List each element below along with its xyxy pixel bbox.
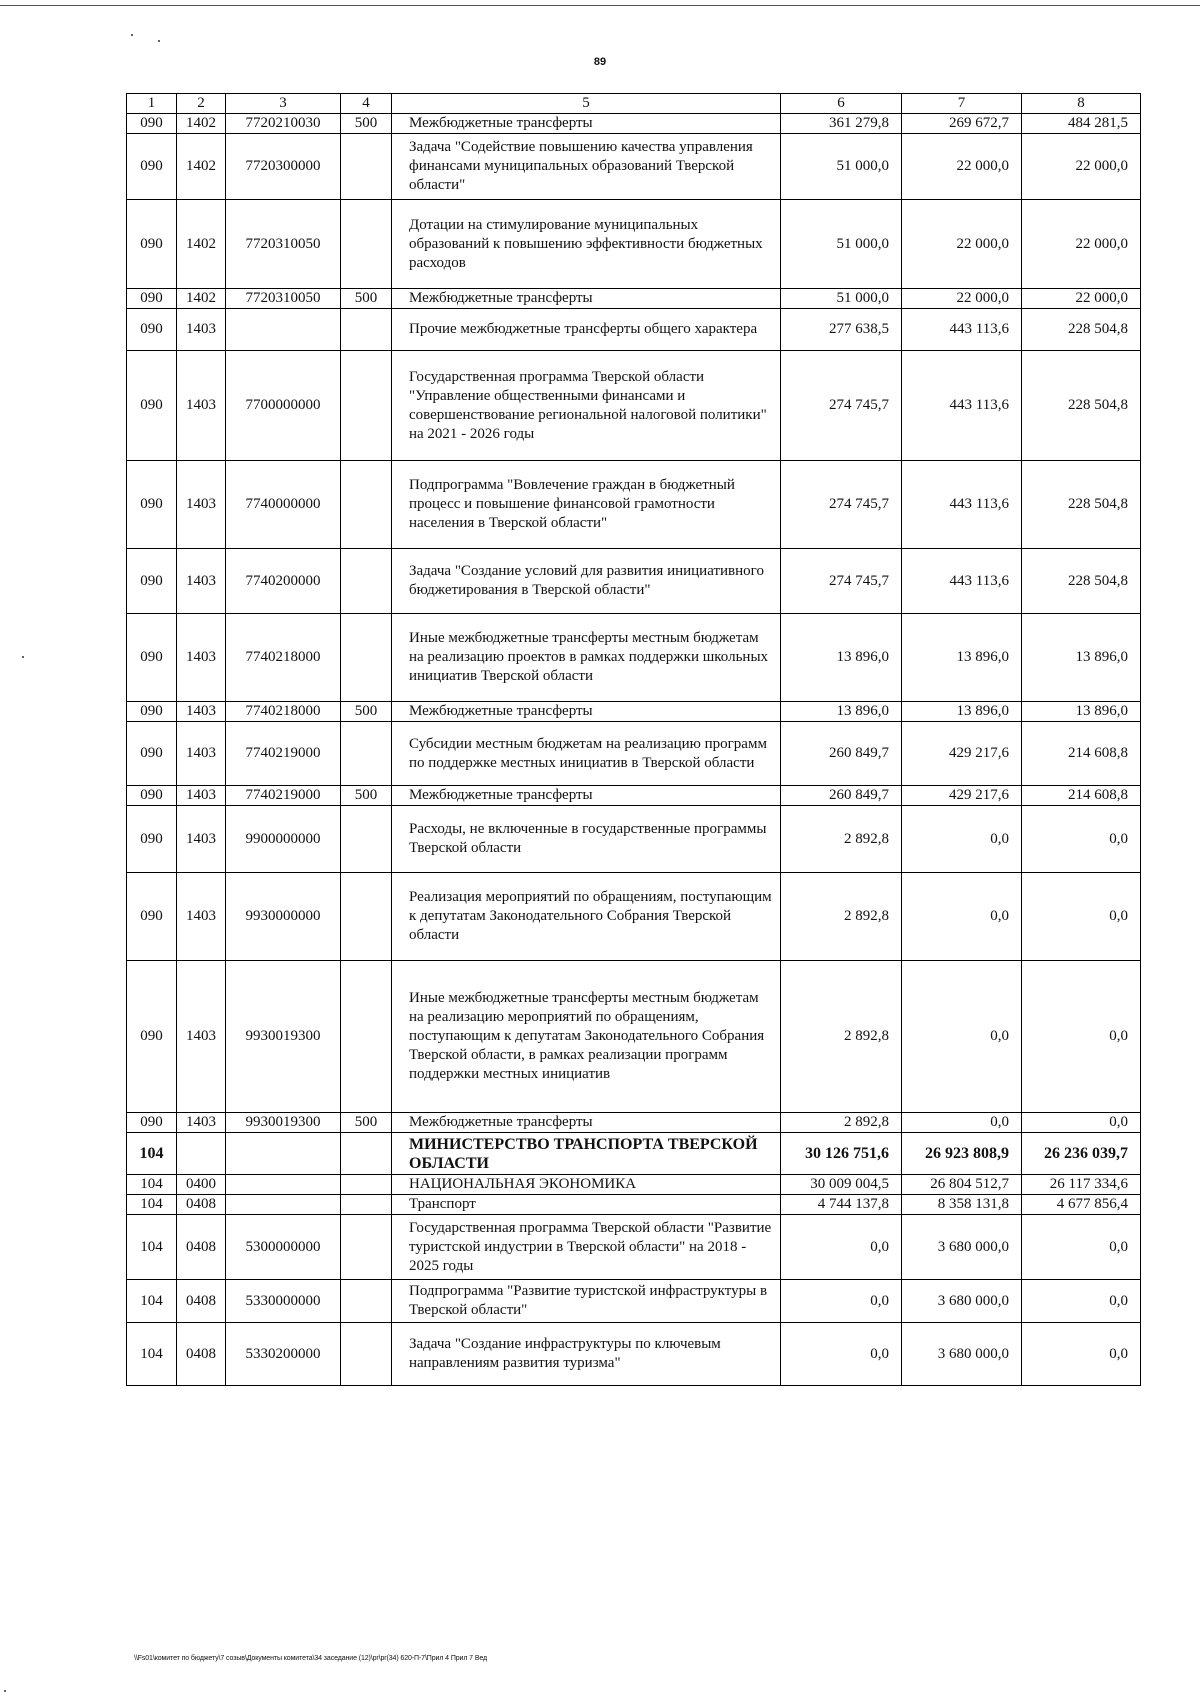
cell-amount-year2: 26 923 808,9: [902, 1133, 1022, 1175]
cell-expense-type: [341, 873, 392, 961]
table-row: [127, 1175, 1141, 1195]
cell-amount-year3: 0,0: [1022, 1280, 1141, 1323]
cell-name: Подпрограмма "Вовлечение граждан в бюджетный процесс и повышение финансовой грамотности населения в Тверской области": [392, 461, 781, 549]
cell-target-article: 7720210030: [226, 114, 341, 134]
cell-expense-type: [341, 461, 392, 549]
cell-amount-year2: 429 217,6: [902, 722, 1022, 786]
cell-amount-year3: 13 896,0: [1022, 614, 1141, 702]
cell-expense-type: [341, 806, 392, 873]
cell-amount-year3: 22 000,0: [1022, 134, 1141, 200]
cell-target-article: 9930019300: [226, 1113, 341, 1133]
cell-expense-type: [341, 1133, 392, 1175]
cell-amount-year3: 0,0: [1022, 1323, 1141, 1386]
cell-name: Реализация мероприятий по обращениям, поступающим к депутатам Законодательного Собрания Тверской области: [392, 873, 781, 961]
table-row: [127, 114, 1141, 134]
cell-target-article: 9900000000: [226, 806, 341, 873]
cell-name: Прочие межбюджетные трансферты общего характера: [392, 309, 781, 351]
column-header: 1: [127, 94, 177, 114]
column-header: 6: [781, 94, 902, 114]
cell-amount-year3: 13 896,0: [1022, 702, 1141, 722]
cell-target-article: 7740200000: [226, 549, 341, 614]
cell-amount-year2: 3 680 000,0: [902, 1323, 1022, 1386]
cell-name: Межбюджетные трансферты: [392, 114, 781, 134]
cell-target-article: 7740219000: [226, 786, 341, 806]
table-row: [127, 309, 1141, 351]
cell-name: Иные межбюджетные трансферты местным бюджетам на реализацию мероприятий по обращениям, поступающим к депутатам Законодательного Собрания Тверской области, в рамках реализации программ поддержки местных инициатив: [392, 961, 781, 1113]
cell-section-code: 1403: [177, 786, 226, 806]
table-header-row: [127, 94, 1141, 114]
cell-target-article: 7740218000: [226, 702, 341, 722]
cell-amount-year3: 228 504,8: [1022, 549, 1141, 614]
cell-section-code: 0408: [177, 1215, 226, 1280]
cell-admin-code: 090: [127, 134, 177, 200]
cell-expense-type: [341, 1215, 392, 1280]
cell-name: Задача "Содействие повышению качества управления финансами муниципальных образований Тверской области": [392, 134, 781, 200]
cell-amount-year1: 274 745,7: [781, 351, 902, 461]
cell-amount-year1: 13 896,0: [781, 702, 902, 722]
cell-expense-type: 500: [341, 786, 392, 806]
cell-section-code: 1403: [177, 309, 226, 351]
cell-name: Межбюджетные трансферты: [392, 786, 781, 806]
cell-amount-year3: 26 236 039,7: [1022, 1133, 1141, 1175]
cell-section-code: 1402: [177, 289, 226, 309]
cell-expense-type: [341, 1175, 392, 1195]
cell-target-article: 7700000000: [226, 351, 341, 461]
table-row: [127, 702, 1141, 722]
cell-target-article: 5300000000: [226, 1215, 341, 1280]
cell-admin-code: 104: [127, 1195, 177, 1215]
cell-name: НАЦИОНАЛЬНАЯ ЭКОНОМИКА: [392, 1175, 781, 1195]
cell-target-article: 7720300000: [226, 134, 341, 200]
cell-name: Государственная программа Тверской области "Управление общественными финансами и совершенствование региональной налоговой политики" на 2021 - 2026 годы: [392, 351, 781, 461]
cell-admin-code: 104: [127, 1215, 177, 1280]
cell-admin-code: 090: [127, 114, 177, 134]
table-row: [127, 806, 1141, 873]
cell-amount-year3: 0,0: [1022, 1113, 1141, 1133]
cell-amount-year1: 51 000,0: [781, 289, 902, 309]
cell-amount-year2: 0,0: [902, 873, 1022, 961]
cell-section-code: 1403: [177, 614, 226, 702]
cell-name: Государственная программа Тверской области "Развитие туристской индустрии в Тверской области" на 2018 - 2025 годы: [392, 1215, 781, 1280]
cell-target-article: 5330000000: [226, 1280, 341, 1323]
cell-amount-year2: 443 113,6: [902, 549, 1022, 614]
cell-amount-year2: 8 358 131,8: [902, 1195, 1022, 1215]
column-header: 8: [1022, 94, 1141, 114]
table-row: [127, 289, 1141, 309]
cell-admin-code: 104: [127, 1323, 177, 1386]
cell-name: Расходы, не включенные в государственные программы Тверской области: [392, 806, 781, 873]
column-header: 2: [177, 94, 226, 114]
cell-amount-year1: 0,0: [781, 1280, 902, 1323]
cell-amount-year1: 2 892,8: [781, 873, 902, 961]
cell-amount-year2: 22 000,0: [902, 200, 1022, 289]
cell-admin-code: 090: [127, 614, 177, 702]
cell-name: Иные межбюджетные трансферты местным бюджетам на реализацию проектов в рамках поддержки школьных инициатив Тверской области: [392, 614, 781, 702]
cell-expense-type: [341, 722, 392, 786]
table-row: [127, 1280, 1141, 1323]
column-header: 4: [341, 94, 392, 114]
cell-amount-year1: 2 892,8: [781, 961, 902, 1113]
cell-amount-year2: 22 000,0: [902, 134, 1022, 200]
cell-amount-year2: 3 680 000,0: [902, 1215, 1022, 1280]
cell-target-article: 7740219000: [226, 722, 341, 786]
cell-section-code: 1402: [177, 200, 226, 289]
cell-expense-type: [341, 961, 392, 1113]
cell-amount-year1: 13 896,0: [781, 614, 902, 702]
cell-section-code: 1403: [177, 961, 226, 1113]
cell-section-code: 0400: [177, 1175, 226, 1195]
cell-expense-type: 500: [341, 1113, 392, 1133]
cell-amount-year1: 51 000,0: [781, 200, 902, 289]
cell-name: Межбюджетные трансферты: [392, 1113, 781, 1133]
cell-name: Подпрограмма "Развитие туристской инфраструктуры в Тверской области": [392, 1280, 781, 1323]
cell-amount-year3: 214 608,8: [1022, 722, 1141, 786]
cell-target-article: [226, 309, 341, 351]
cell-amount-year2: 26 804 512,7: [902, 1175, 1022, 1195]
cell-admin-code: 090: [127, 722, 177, 786]
cell-section-code: 1402: [177, 114, 226, 134]
cell-admin-code: 090: [127, 702, 177, 722]
cell-expense-type: [341, 1195, 392, 1215]
cell-amount-year1: 0,0: [781, 1323, 902, 1386]
cell-expense-type: [341, 351, 392, 461]
cell-section-code: 1403: [177, 702, 226, 722]
table-row: [127, 786, 1141, 806]
cell-amount-year3: 214 608,8: [1022, 786, 1141, 806]
cell-section-code: 1403: [177, 722, 226, 786]
cell-amount-year1: 260 849,7: [781, 786, 902, 806]
cell-admin-code: 090: [127, 309, 177, 351]
cell-name: Задача "Создание условий для развития инициативного бюджетирования в Тверской области": [392, 549, 781, 614]
cell-amount-year1: 274 745,7: [781, 461, 902, 549]
cell-admin-code: 090: [127, 200, 177, 289]
cell-amount-year2: 0,0: [902, 1113, 1022, 1133]
cell-amount-year3: 228 504,8: [1022, 351, 1141, 461]
cell-amount-year2: 0,0: [902, 806, 1022, 873]
cell-target-article: 7740000000: [226, 461, 341, 549]
cell-target-article: 9930019300: [226, 961, 341, 1113]
cell-admin-code: 090: [127, 461, 177, 549]
cell-section-code: 1403: [177, 806, 226, 873]
cell-admin-code: 090: [127, 289, 177, 309]
table-row: [127, 134, 1141, 200]
cell-target-article: [226, 1175, 341, 1195]
cell-admin-code: 104: [127, 1280, 177, 1323]
cell-amount-year2: 3 680 000,0: [902, 1280, 1022, 1323]
cell-amount-year2: 22 000,0: [902, 289, 1022, 309]
cell-amount-year1: 30 126 751,6: [781, 1133, 902, 1175]
cell-amount-year2: 443 113,6: [902, 309, 1022, 351]
page-number: 89: [593, 56, 607, 68]
cell-target-article: 7740218000: [226, 614, 341, 702]
cell-amount-year3: 22 000,0: [1022, 200, 1141, 289]
cell-expense-type: 500: [341, 702, 392, 722]
table-row: [127, 200, 1141, 289]
cell-name: Дотации на стимулирование муниципальных образований к повышению эффективности бюджетных расходов: [392, 200, 781, 289]
cell-amount-year1: 260 849,7: [781, 722, 902, 786]
cell-amount-year2: 0,0: [902, 961, 1022, 1113]
cell-name: МИНИСТЕРСТВО ТРАНСПОРТА ТВЕРСКОЙ ОБЛАСТИ: [392, 1133, 781, 1175]
cell-section-code: 1402: [177, 134, 226, 200]
cell-target-article: 9930000000: [226, 873, 341, 961]
column-header: 7: [902, 94, 1022, 114]
table-row: [127, 1323, 1141, 1386]
table-row: [127, 1133, 1141, 1175]
cell-name: Межбюджетные трансферты: [392, 289, 781, 309]
cell-expense-type: [341, 200, 392, 289]
cell-amount-year1: 361 279,8: [781, 114, 902, 134]
cell-admin-code: 104: [127, 1175, 177, 1195]
cell-admin-code: 090: [127, 549, 177, 614]
cell-amount-year3: 0,0: [1022, 1215, 1141, 1280]
cell-section-code: 1403: [177, 1113, 226, 1133]
table-row: [127, 722, 1141, 786]
cell-expense-type: 500: [341, 114, 392, 134]
table-row: [127, 1195, 1141, 1215]
cell-amount-year3: 4 677 856,4: [1022, 1195, 1141, 1215]
cell-section-code: 0408: [177, 1280, 226, 1323]
cell-admin-code: 090: [127, 786, 177, 806]
cell-amount-year1: 4 744 137,8: [781, 1195, 902, 1215]
cell-amount-year2: 13 896,0: [902, 702, 1022, 722]
cell-amount-year3: 0,0: [1022, 873, 1141, 961]
column-header: 5: [392, 94, 781, 114]
footer-file-path: \\Fs01\комитет по бюджету\7 созыв\Документы комитета\34 заседание (12)\pr\pr(34) 620-П-7\Прил 4 Прил 7 Вед: [134, 1655, 488, 1662]
cell-expense-type: [341, 614, 392, 702]
table-row: [127, 614, 1141, 702]
table-row: [127, 961, 1141, 1113]
cell-amount-year1: 2 892,8: [781, 1113, 902, 1133]
cell-amount-year1: 30 009 004,5: [781, 1175, 902, 1195]
cell-admin-code: 104: [127, 1133, 177, 1175]
table-row: [127, 873, 1141, 961]
budget-table: [126, 93, 1141, 1386]
cell-expense-type: 500: [341, 289, 392, 309]
scan-speck: [158, 40, 160, 42]
cell-target-article: 5330200000: [226, 1323, 341, 1386]
scan-speck: [22, 656, 24, 658]
cell-amount-year1: 274 745,7: [781, 549, 902, 614]
cell-admin-code: 090: [127, 1113, 177, 1133]
cell-amount-year3: 26 117 334,6: [1022, 1175, 1141, 1195]
scan-top-edge: [0, 5, 1200, 6]
cell-section-code: 1403: [177, 351, 226, 461]
cell-expense-type: [341, 549, 392, 614]
cell-amount-year3: 0,0: [1022, 806, 1141, 873]
cell-expense-type: [341, 134, 392, 200]
cell-amount-year2: 429 217,6: [902, 786, 1022, 806]
cell-amount-year2: 13 896,0: [902, 614, 1022, 702]
cell-admin-code: 090: [127, 873, 177, 961]
cell-name: Субсидии местным бюджетам на реализацию программ по поддержке местных инициатив в Тверской области: [392, 722, 781, 786]
cell-target-article: 7720310050: [226, 200, 341, 289]
cell-amount-year2: 443 113,6: [902, 461, 1022, 549]
cell-expense-type: [341, 1323, 392, 1386]
cell-amount-year2: 443 113,6: [902, 351, 1022, 461]
cell-expense-type: [341, 309, 392, 351]
cell-admin-code: 090: [127, 961, 177, 1113]
table-row: [127, 461, 1141, 549]
cell-section-code: [177, 1133, 226, 1175]
cell-section-code: 0408: [177, 1323, 226, 1386]
column-header: 3: [226, 94, 341, 114]
cell-amount-year1: 277 638,5: [781, 309, 902, 351]
scan-speck: [131, 34, 133, 36]
cell-target-article: 7720310050: [226, 289, 341, 309]
table-row: [127, 1113, 1141, 1133]
cell-target-article: [226, 1133, 341, 1175]
cell-section-code: 1403: [177, 873, 226, 961]
cell-admin-code: 090: [127, 351, 177, 461]
cell-target-article: [226, 1195, 341, 1215]
cell-admin-code: 090: [127, 806, 177, 873]
cell-amount-year3: 22 000,0: [1022, 289, 1141, 309]
cell-amount-year1: 0,0: [781, 1215, 902, 1280]
cell-name: Задача "Создание инфраструктуры по ключевым направлениям развития туризма": [392, 1323, 781, 1386]
scan-speck: [4, 1690, 6, 1692]
cell-amount-year2: 269 672,7: [902, 114, 1022, 134]
table-row: [127, 1215, 1141, 1280]
cell-amount-year3: 0,0: [1022, 961, 1141, 1113]
cell-section-code: 0408: [177, 1195, 226, 1215]
cell-amount-year1: 51 000,0: [781, 134, 902, 200]
cell-amount-year3: 228 504,8: [1022, 461, 1141, 549]
cell-amount-year1: 2 892,8: [781, 806, 902, 873]
cell-amount-year3: 228 504,8: [1022, 309, 1141, 351]
table-row: [127, 351, 1141, 461]
cell-name: Межбюджетные трансферты: [392, 702, 781, 722]
cell-name: Транспорт: [392, 1195, 781, 1215]
cell-expense-type: [341, 1280, 392, 1323]
table-row: [127, 549, 1141, 614]
cell-section-code: 1403: [177, 461, 226, 549]
cell-section-code: 1403: [177, 549, 226, 614]
cell-amount-year3: 484 281,5: [1022, 114, 1141, 134]
